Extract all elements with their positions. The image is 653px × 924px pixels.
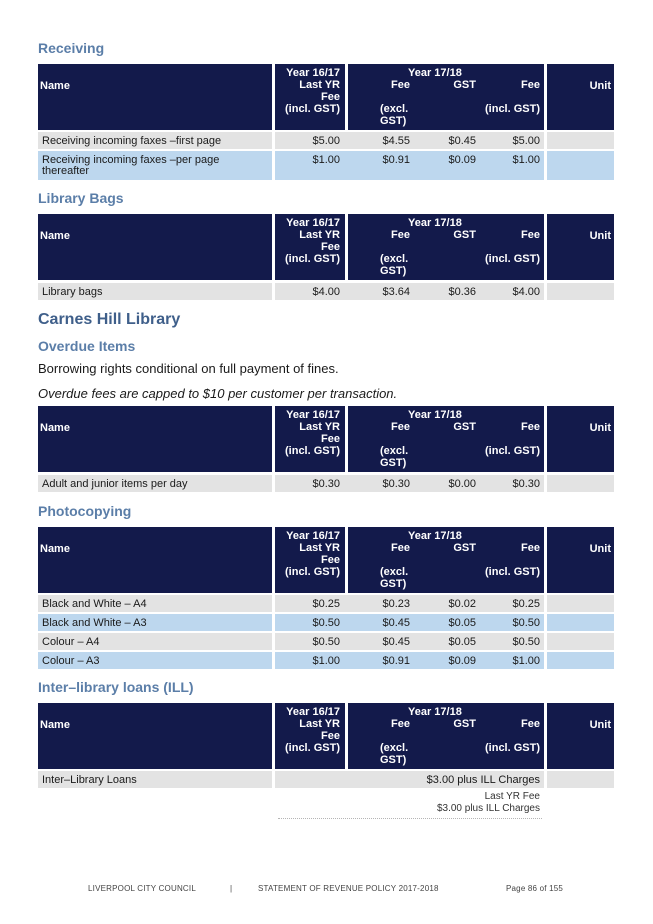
row-prev-fee: $0.30 bbox=[312, 478, 340, 490]
header-gst: GST bbox=[453, 542, 476, 554]
section-title-receiving: Receiving bbox=[38, 40, 105, 56]
header-unit: Unit bbox=[589, 422, 611, 434]
overdue-note-1: Borrowing rights conditional on full payment of fines. bbox=[38, 361, 339, 376]
row-name: Black and White – A4 bbox=[42, 598, 147, 610]
table-row bbox=[38, 652, 614, 669]
header-gst: GST bbox=[453, 421, 476, 433]
header-prev-year: Year 16/17 bbox=[286, 67, 340, 79]
table-header-receiving bbox=[38, 64, 614, 130]
header-excl-gst: (excl. GST) bbox=[380, 445, 409, 469]
header-name: Name bbox=[40, 422, 70, 434]
table-row bbox=[38, 771, 614, 788]
footer-page-number: Page 86 of 155 bbox=[506, 884, 564, 893]
header-incl-gst-prev: (incl. GST) bbox=[285, 103, 340, 115]
header-incl-gst: (incl. GST) bbox=[485, 253, 540, 265]
table-header-ill bbox=[38, 703, 614, 769]
header-last-yr-fee: Last YR Fee bbox=[299, 229, 340, 253]
row-fee: $0.23 bbox=[382, 598, 410, 610]
header-curr-year: Year 17/18 bbox=[408, 67, 462, 79]
footer-doc-title: STATEMENT OF REVENUE POLICY 2017-2018 bbox=[258, 884, 439, 893]
row-gst: $0.36 bbox=[448, 286, 476, 298]
table-row bbox=[38, 151, 614, 180]
row-name-line2: thereafter bbox=[42, 165, 90, 177]
row-fee-incl: $5.00 bbox=[512, 135, 540, 147]
heading-carnes-hill: Carnes Hill Library bbox=[38, 311, 181, 328]
header-curr-year: Year 17/18 bbox=[408, 409, 462, 421]
row-gst: $0.05 bbox=[448, 617, 476, 629]
header-prev-year: Year 16/17 bbox=[286, 217, 340, 229]
header-incl-gst-prev: (incl. GST) bbox=[285, 566, 340, 578]
header-curr-year: Year 17/18 bbox=[408, 530, 462, 542]
header-last-yr-fee: Last YR Fee bbox=[299, 718, 340, 742]
table-row bbox=[38, 475, 614, 492]
row-prev-fee: $0.50 bbox=[312, 636, 340, 648]
header-name: Name bbox=[40, 543, 70, 555]
section-title-overdue: Overdue Items bbox=[38, 338, 136, 354]
row-fee: $0.45 bbox=[382, 617, 410, 629]
row-name: Black and White – A3 bbox=[42, 617, 147, 629]
header-fee-incl: Fee bbox=[521, 229, 540, 241]
header-last-yr-fee: Last YR Fee bbox=[299, 79, 340, 103]
header-incl-gst-prev: (incl. GST) bbox=[285, 253, 340, 265]
header-fee-incl: Fee bbox=[521, 542, 540, 554]
header-excl-gst: (excl. GST) bbox=[380, 103, 409, 127]
row-fee-incl: $1.00 bbox=[512, 655, 540, 667]
row-fee: $0.91 bbox=[382, 154, 410, 166]
header-incl-gst: (incl. GST) bbox=[485, 566, 540, 578]
header-unit: Unit bbox=[589, 80, 611, 92]
row-gst: $0.05 bbox=[448, 636, 476, 648]
header-name: Name bbox=[40, 719, 70, 731]
header-name: Name bbox=[40, 230, 70, 242]
row-gst: $0.02 bbox=[448, 598, 476, 610]
table-header-library-bags bbox=[38, 214, 614, 280]
header-unit: Unit bbox=[589, 719, 611, 731]
row-gst: $0.00 bbox=[448, 478, 476, 490]
header-fee-incl: Fee bbox=[521, 421, 540, 433]
header-incl-gst: (incl. GST) bbox=[485, 445, 540, 457]
header-curr-year: Year 17/18 bbox=[408, 706, 462, 718]
header-prev-year: Year 16/17 bbox=[286, 409, 340, 421]
header-prev-year: Year 16/17 bbox=[286, 530, 340, 542]
row-name: Library bags bbox=[42, 286, 103, 298]
table-header-overdue bbox=[38, 406, 614, 472]
header-unit: Unit bbox=[589, 230, 611, 242]
row-fee: $0.45 bbox=[382, 636, 410, 648]
section-title-library-bags: Library Bags bbox=[38, 190, 124, 206]
row-prev-fee: $0.25 bbox=[312, 598, 340, 610]
footer-org: LIVERPOOL CITY COUNCIL bbox=[88, 884, 196, 893]
header-last-yr-fee: Last YR Fee bbox=[299, 421, 340, 445]
table-row bbox=[38, 633, 614, 650]
header-gst: GST bbox=[453, 718, 476, 730]
row-fee-incl: $0.25 bbox=[512, 598, 540, 610]
row-fee-incl: $0.50 bbox=[512, 636, 540, 648]
header-incl-gst: (incl. GST) bbox=[485, 742, 540, 754]
header-fee-incl: Fee bbox=[521, 718, 540, 730]
header-excl-gst: (excl. GST) bbox=[380, 566, 409, 590]
row-merged-fee: $3.00 plus ILL Charges bbox=[426, 774, 540, 786]
header-prev-year: Year 16/17 bbox=[286, 706, 340, 718]
row-fee: $3.64 bbox=[382, 286, 410, 298]
row-prev-fee: $0.50 bbox=[312, 617, 340, 629]
header-gst: GST bbox=[453, 229, 476, 241]
header-curr-year: Year 17/18 bbox=[408, 217, 462, 229]
footer-separator: | bbox=[230, 884, 233, 893]
header-fee: Fee bbox=[391, 229, 410, 241]
header-unit: Unit bbox=[589, 543, 611, 555]
header-fee-incl: Fee bbox=[521, 79, 540, 91]
section-title-ill: Inter–library loans (ILL) bbox=[38, 679, 194, 695]
table-row bbox=[38, 614, 614, 631]
row-fee: $4.55 bbox=[382, 135, 410, 147]
row-name: Adult and junior items per day bbox=[42, 478, 188, 490]
overdue-note-2: Overdue fees are capped to $10 per customer per transaction. bbox=[38, 386, 398, 401]
dotted-divider bbox=[278, 818, 542, 819]
header-excl-gst: (excl. GST) bbox=[380, 742, 409, 766]
row-gst: $0.45 bbox=[448, 135, 476, 147]
row-prev-fee: $1.00 bbox=[312, 655, 340, 667]
table-row bbox=[38, 283, 614, 300]
row-fee: $0.30 bbox=[382, 478, 410, 490]
section-title-photocopying: Photocopying bbox=[38, 503, 132, 519]
header-fee: Fee bbox=[391, 421, 410, 433]
row-prev-fee: $1.00 bbox=[312, 154, 340, 166]
row-fee-incl: $4.00 bbox=[512, 286, 540, 298]
row-fee-incl: $0.50 bbox=[512, 617, 540, 629]
header-incl-gst: (incl. GST) bbox=[485, 103, 540, 115]
row-name: Inter–Library Loans bbox=[42, 774, 137, 786]
row-gst: $0.09 bbox=[448, 655, 476, 667]
row-name: Receiving incoming faxes –first page bbox=[42, 135, 222, 147]
row-prev-fee: $5.00 bbox=[312, 135, 340, 147]
header-fee: Fee bbox=[391, 718, 410, 730]
header-excl-gst: (excl. GST) bbox=[380, 253, 409, 277]
header-incl-gst-prev: (incl. GST) bbox=[285, 445, 340, 457]
header-name: Name bbox=[40, 80, 70, 92]
table-header-photocopying bbox=[38, 527, 614, 593]
header-fee: Fee bbox=[391, 542, 410, 554]
header-last-yr-fee: Last YR Fee bbox=[299, 542, 340, 566]
header-gst: GST bbox=[453, 79, 476, 91]
ill-note-label: Last YR Fee bbox=[484, 791, 540, 802]
row-name: Colour – A4 bbox=[42, 636, 100, 648]
table-row bbox=[38, 132, 614, 149]
table-row bbox=[38, 595, 614, 612]
row-name-line1: Receiving incoming faxes –per page bbox=[42, 154, 220, 166]
row-fee-incl: $0.30 bbox=[512, 478, 540, 490]
row-fee: $0.91 bbox=[382, 655, 410, 667]
row-gst: $0.09 bbox=[448, 154, 476, 166]
row-prev-fee: $4.00 bbox=[312, 286, 340, 298]
row-name: Colour – A3 bbox=[42, 655, 100, 667]
ill-note-value: $3.00 plus ILL Charges bbox=[436, 803, 540, 814]
row-fee-incl: $1.00 bbox=[512, 154, 540, 166]
header-fee: Fee bbox=[391, 79, 410, 91]
header-incl-gst-prev: (incl. GST) bbox=[285, 742, 340, 754]
